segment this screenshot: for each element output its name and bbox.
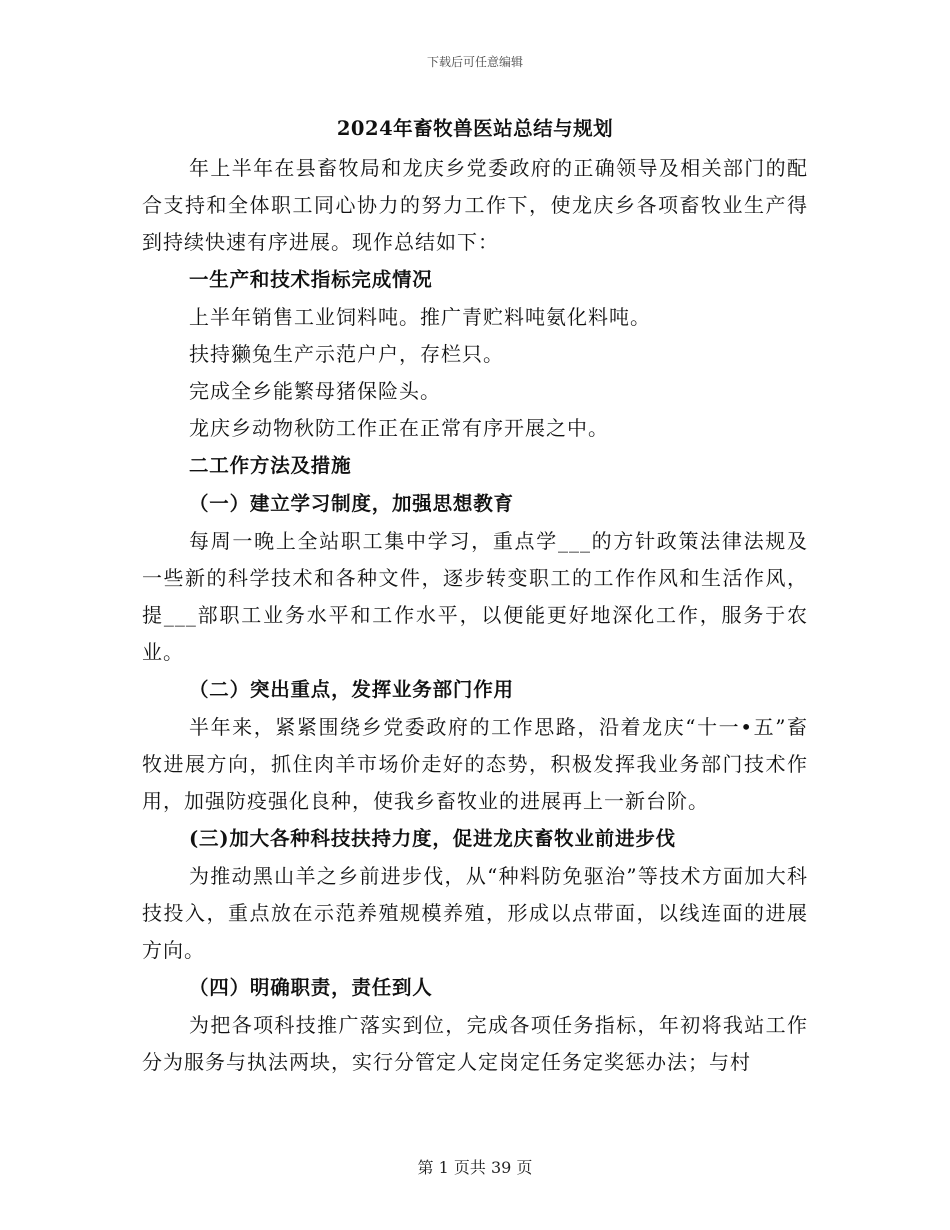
document-body — [142, 113, 808, 1081]
subsection-heading-2: （二）突出重点，发挥业务部门作用 — [189, 678, 514, 701]
header-note: 下载后可任意编辑 — [426, 55, 523, 69]
subsection-heading-4: （四）明确职责，责任到人 — [189, 976, 433, 999]
subsection-heading-1: （一）建立学习制度，加强思想教育 — [189, 492, 514, 515]
paragraph-study-system: 每周一晚上全站职工集中学习，重点学___的方针政策法律法规及一些新的科学技术和各种文件，逐步转变职工的工作作风和生活作风，提___部职工业务水平和工作水平，以便能更好地深化工作，服务于农业。 — [142, 529, 808, 664]
paragraph-rabbit: 扶持獭兔生产示范户户，存栏只。 — [189, 342, 504, 366]
document-title: 2024年畜牧兽医站总结与规划 — [336, 117, 614, 140]
subsection-heading-3: (三)加大各种科技扶持力度，促进龙庆畜牧业前进步伐 — [189, 827, 676, 850]
paragraph-autumn-prevention: 龙庆乡动物秋防工作正在正常有序开展之中。 — [189, 416, 609, 440]
paragraph-intro: 年上半年在县畜牧局和龙庆乡党委政府的正确领导及相关部门的配合支持和全体职工同心协力的努力工作下，使龙庆乡各项畜牧业生产得到持续快速有序进展。现作总结如下： — [142, 156, 808, 254]
paragraph-key-focus: 半年来，紧紧围绕乡党委政府的工作思路，沿着龙庆“十一•五”畜牧进展方向，抓住肉羊市场价走好的态势，积极发挥我业务部门技术作用，加强防疫强化良种，使我乡畜牧业的进展再上一新台阶。 — [142, 715, 808, 813]
paragraph-feed-sales: 上半年销售工业饲料吨。推广青贮料吨氨化料吨。 — [189, 305, 651, 329]
paragraph-responsibility: 为把各项科技推广落实到位，完成各项任务指标，年初将我站工作分为服务与执法两块，实行分管定人定岗定任务定奖惩办法；与村 — [142, 1013, 808, 1074]
section-heading-1: 一生产和技术指标完成情况 — [189, 268, 433, 291]
page-number-footer: 第 1 页共 39 页 — [417, 1158, 533, 1177]
paragraph-sow-insurance: 完成全乡能繁母猪保险头。 — [189, 379, 441, 403]
paragraph-tech-support: 为推动黑山羊之乡前进步伐，从“种料防免驱治”等技术方面加大科技投入，重点放在示范养殖规模养殖，形成以点带面，以线连面的进展方向。 — [142, 864, 808, 962]
section-heading-2: 二工作方法及措施 — [189, 454, 352, 477]
